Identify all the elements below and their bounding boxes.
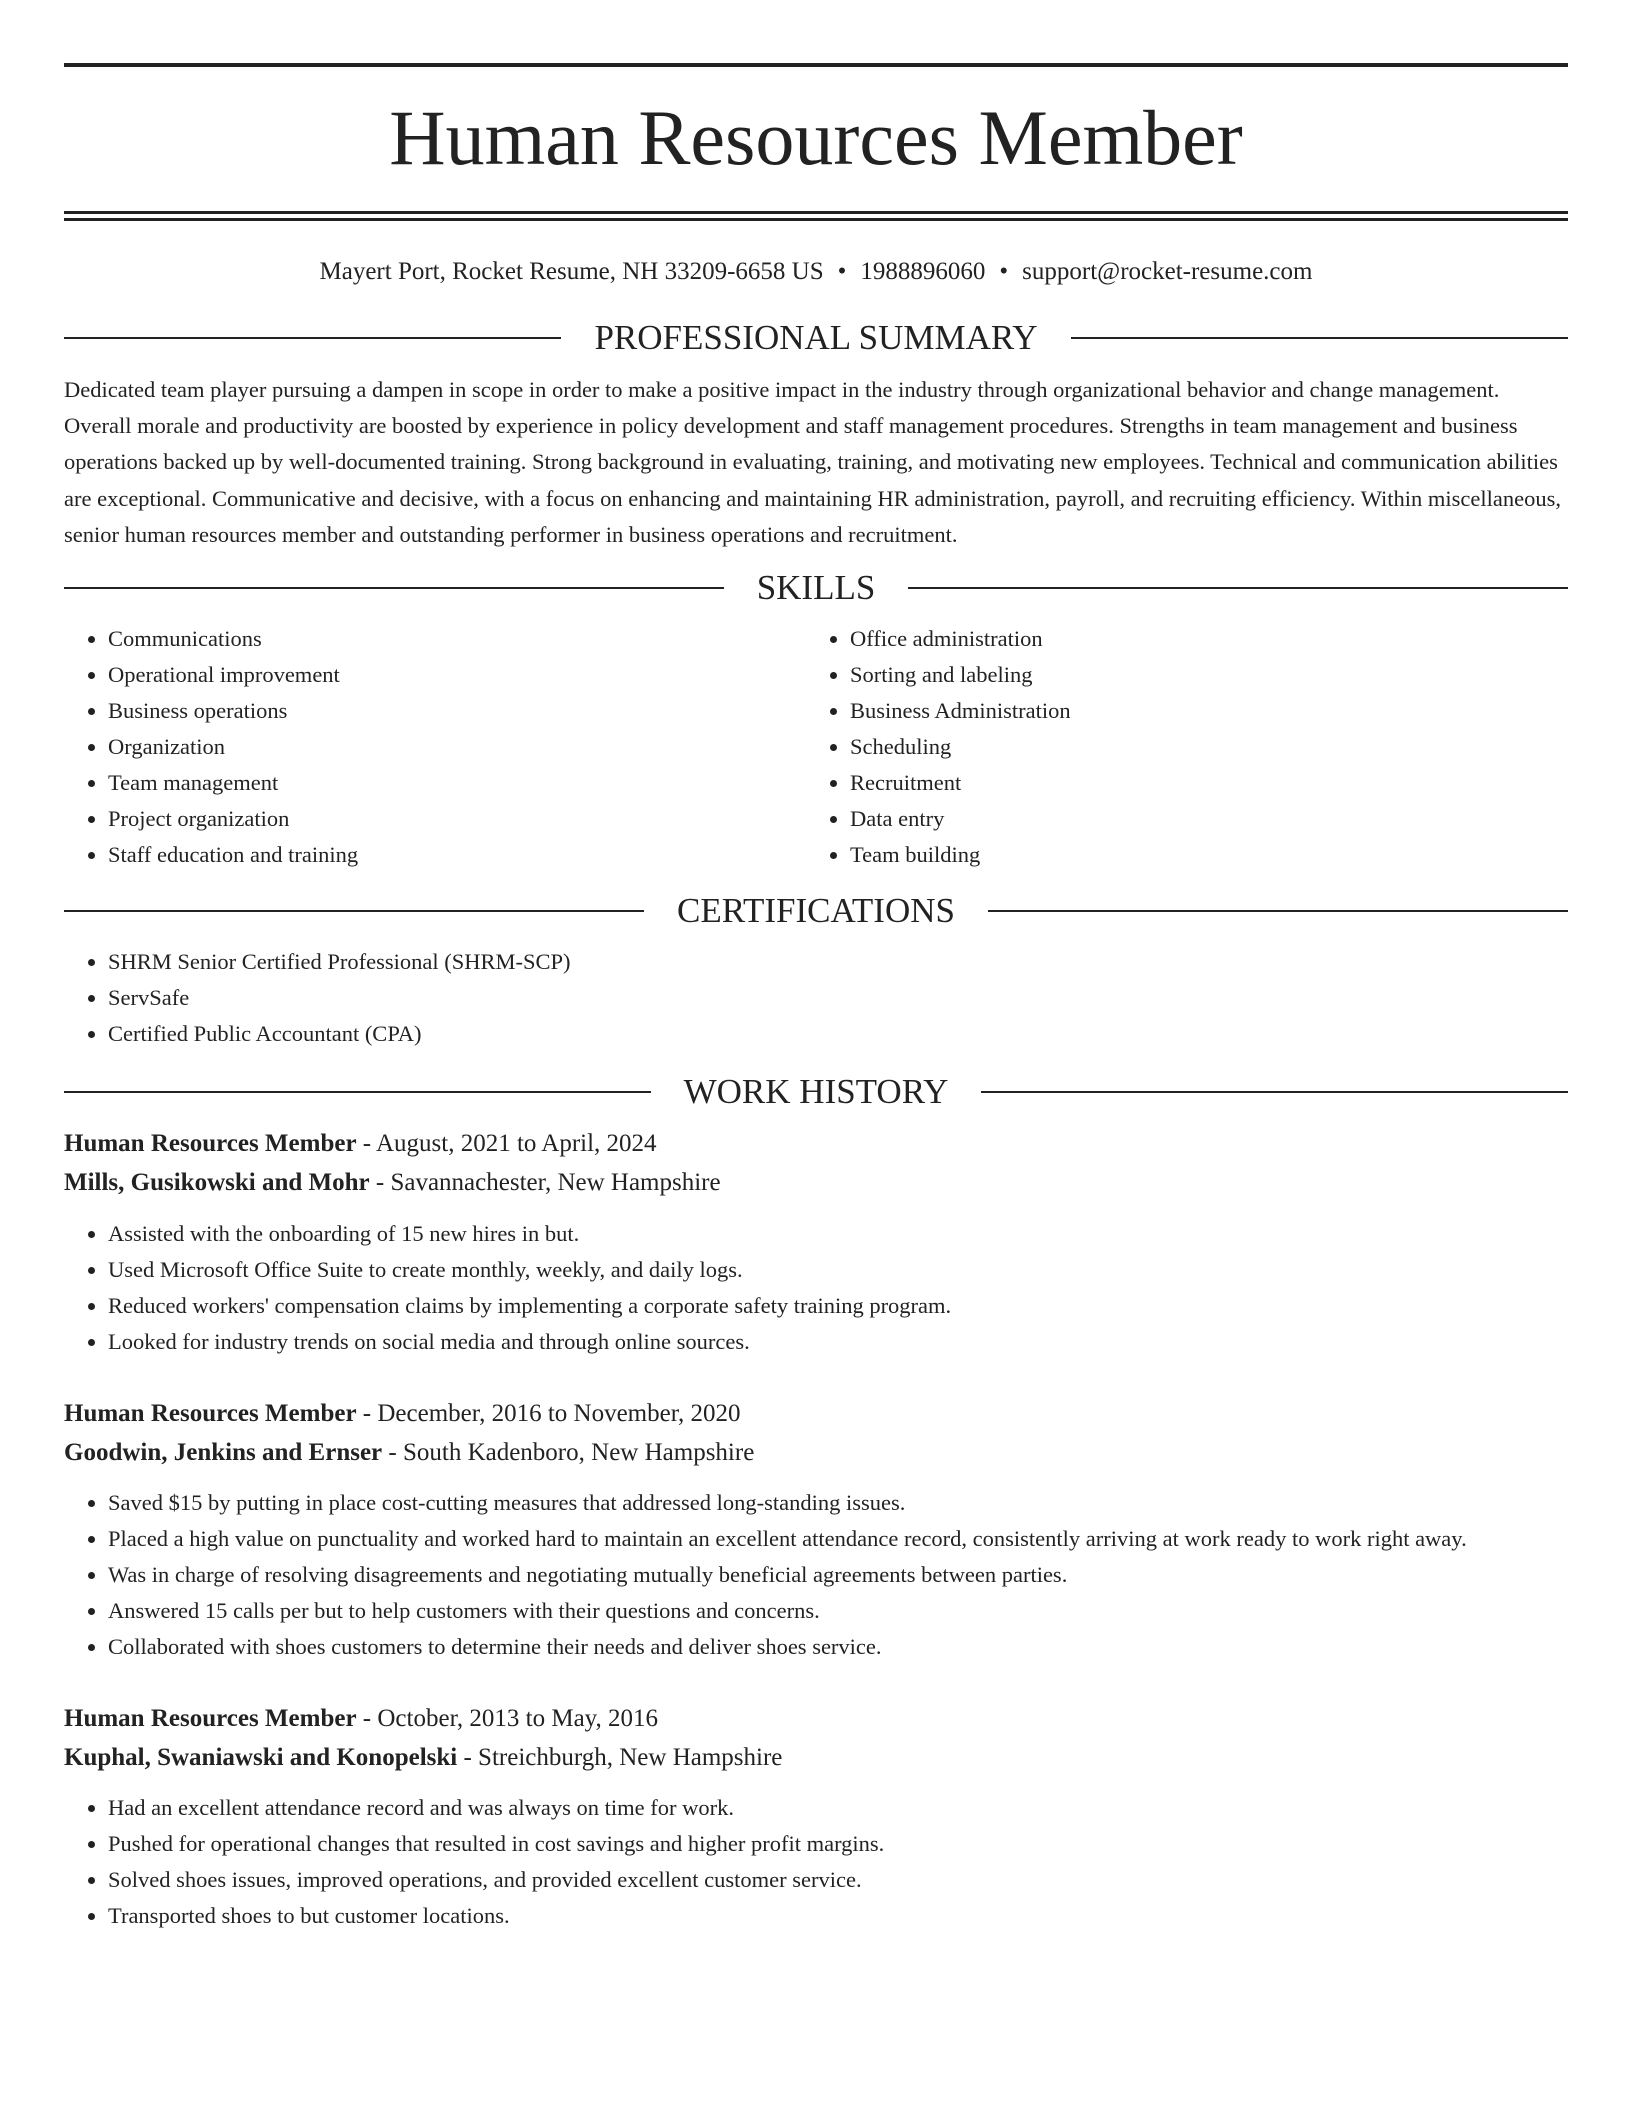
job-company-line — [64, 1163, 1568, 1202]
skill-item: • Data entry — [850, 801, 1568, 837]
summary-heading — [64, 320, 1568, 355]
job-location: - Streichburgh, New Hampshire — [457, 1744, 783, 1772]
heading-rule-right — [988, 910, 1568, 912]
job-bullets — [64, 1216, 1568, 1360]
job-location: - Savannachester, New Hampshire — [369, 1169, 721, 1197]
contact-phone: 1988896060 — [860, 258, 986, 285]
job-bullet: • Looked for industry trends on social media and through online sources. — [108, 1324, 1568, 1360]
job-bullet: • Placed a high value on punctuality and worked hard to maintain an excellent attendance record, consistently arriving at work ready to work right away. — [108, 1521, 1568, 1557]
job-bullet: • Collaborated with shoes customers to determine their needs and deliver shoes service. — [108, 1629, 1568, 1665]
heading-rule-left — [64, 587, 724, 589]
job-company: Kuphal, Swaniawski and Konopelski — [64, 1744, 458, 1772]
skill-item: • Business Administration — [850, 693, 1568, 729]
summary-heading-title: PROFESSIONAL SUMMARY — [594, 318, 1038, 357]
job-bullets — [64, 1485, 1568, 1665]
job-bullet: • Was in charge of resolving disagreements and negotiating mutually beneficial agreements between parties. — [108, 1557, 1568, 1593]
heading-rule-left — [64, 910, 644, 912]
contact-address: Mayert Port, Rocket Resume, NH 33209-6658 US — [319, 258, 824, 285]
job-dates: - August, 2021 to April, 2024 — [356, 1130, 657, 1158]
job-bullet: • Had an excellent attendance record and was always on time for work. — [108, 1790, 1568, 1826]
certification-item: • ServSafe — [108, 980, 1568, 1016]
skill-item: • Business operations — [108, 693, 806, 729]
heading-rule-left — [64, 1091, 651, 1093]
work-history-heading-title: WORK HISTORY — [683, 1072, 949, 1112]
job-title: Human Resources Member — [64, 1130, 357, 1158]
certification-item: • SHRM Senior Certified Professional (SHRM-SCP) — [108, 944, 1568, 980]
job-entry — [64, 1124, 1568, 1360]
job-title-line — [64, 1394, 1568, 1433]
skill-item: • Scheduling — [850, 729, 1568, 765]
job-dates: - December, 2016 to November, 2020 — [356, 1400, 741, 1428]
job-company: Mills, Gusikowski and Mohr — [64, 1169, 370, 1197]
job-bullet: • Used Microsoft Office Suite to create monthly, weekly, and daily logs. — [108, 1252, 1568, 1288]
skill-item: • Organization — [108, 729, 806, 765]
heading-rule-right — [981, 1091, 1568, 1093]
skill-item: • Recruitment — [850, 765, 1568, 801]
skill-item: • Staff education and training — [108, 837, 806, 873]
contact-line — [64, 259, 1568, 284]
skill-item: • Team management — [108, 765, 806, 801]
skill-item: • Communications — [108, 621, 806, 657]
skill-item: • Operational improvement — [108, 657, 806, 693]
contact-email: support@rocket-resume.com — [1022, 258, 1313, 285]
work-history-heading — [64, 1072, 1568, 1112]
job-bullet: • Assisted with the onboarding of 15 new hires in but. — [108, 1216, 1568, 1252]
skills-grid — [64, 621, 1568, 873]
top-rule — [64, 63, 1568, 67]
job-bullet: • Solved shoes issues, improved operations, and provided excellent customer service. — [108, 1862, 1568, 1898]
name-double-rule — [64, 211, 1568, 221]
skill-item: • Office administration — [850, 621, 1568, 657]
certification-item: • Certified Public Accountant (CPA) — [108, 1016, 1568, 1052]
job-company-line — [64, 1433, 1568, 1472]
heading-rule-right — [908, 587, 1568, 589]
job-title: Human Resources Member — [64, 1400, 357, 1428]
resume-name: Human Resources Member — [389, 94, 1243, 181]
job-bullet: • Saved $15 by putting in place cost-cutting measures that addressed long-standing issues. — [108, 1485, 1568, 1521]
skills-list-left — [64, 621, 806, 873]
job-bullets — [64, 1790, 1568, 1934]
job-title: Human Resources Member — [64, 1705, 357, 1733]
skill-item: • Team building — [850, 837, 1568, 873]
contact-separator: • — [999, 258, 1009, 285]
job-entry — [64, 1394, 1568, 1665]
skills-heading-title: SKILLS — [756, 568, 876, 608]
summary-text: Dedicated team player pursuing a dampen in scope in order to make a positive impact in the industry through organizational behavior and change management. Overall morale and productivity are boosted by experience in policy development and staff management procedures. Strengths in team management and business operations backed up by well-documented training. Strong background in evaluating, training, and motivating new employees. Technical and communication abilities are exceptional. Communicative and decisive, with a focus on enhancing and maintaining HR administration, payroll, and recruiting efficiency. Within miscellaneous, senior human resources member and outstanding performer in business operations and recruitment. — [64, 377, 1561, 547]
job-entry — [64, 1699, 1568, 1934]
skill-item: • Project organization — [108, 801, 806, 837]
job-bullet: • Pushed for operational changes that resulted in cost savings and higher profit margins. — [108, 1826, 1568, 1862]
certifications-heading — [64, 891, 1568, 931]
job-title-line — [64, 1699, 1568, 1738]
certifications-heading-title: CERTIFICATIONS — [677, 891, 955, 931]
job-title-line — [64, 1124, 1568, 1163]
skill-item: • Sorting and labeling — [850, 657, 1568, 693]
job-location: - South Kadenboro, New Hampshire — [382, 1439, 755, 1467]
heading-rule-right — [1071, 337, 1568, 339]
job-bullet: • Reduced workers' compensation claims by implementing a corporate safety training program. — [108, 1288, 1568, 1324]
job-dates: - October, 2013 to May, 2016 — [356, 1705, 659, 1733]
skills-list-right — [806, 621, 1568, 873]
job-company-line — [64, 1738, 1568, 1777]
job-bullet: • Transported shoes to but customer locations. — [108, 1898, 1568, 1934]
job-bullet: • Answered 15 calls per but to help customers with their questions and concerns. — [108, 1593, 1568, 1629]
job-company: Goodwin, Jenkins and Ernser — [64, 1439, 383, 1467]
skills-heading — [64, 568, 1568, 608]
heading-rule-left — [64, 337, 561, 339]
contact-separator: • — [837, 258, 847, 285]
certifications-list — [64, 944, 1568, 1052]
